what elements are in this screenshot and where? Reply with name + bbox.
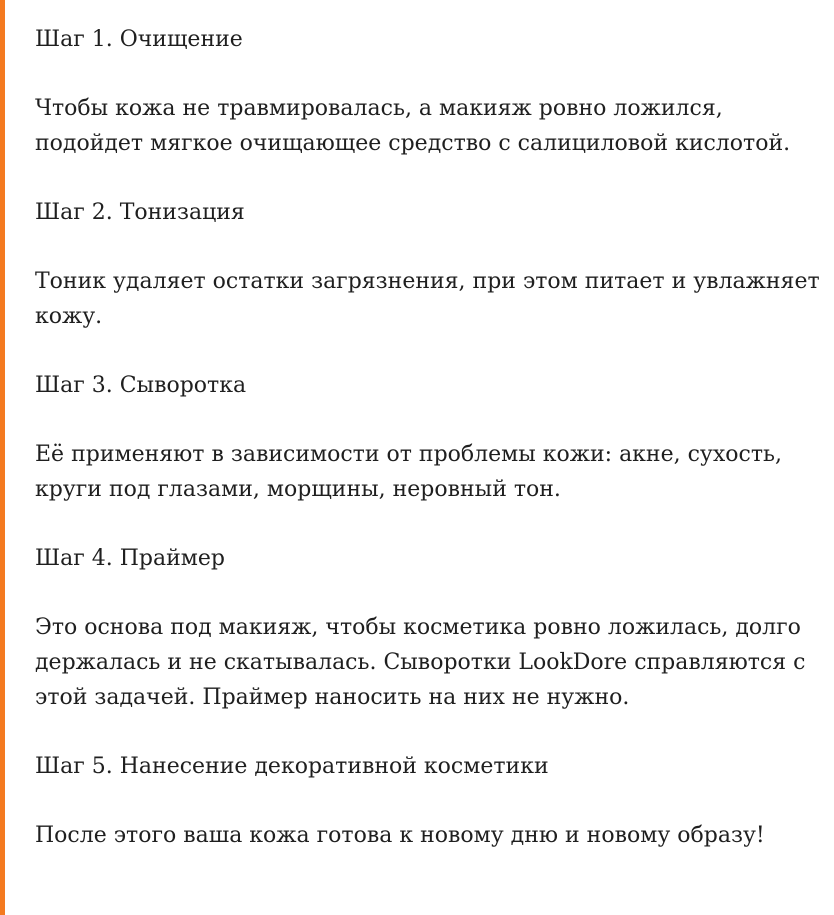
step-4-text: Это основа под макияж, чтобы косметика ровно ложилась, долго держалась и не скатывалась. Сыворотки LookDore справляются с этой задачей. Праймер наносить на них не нужно.: [35, 615, 806, 710]
step-1-title: Шаг 1. Очищение: [35, 27, 243, 52]
step-5-title: Шаг 5. Нанесение декоративной косметики: [35, 754, 549, 779]
step-4-title: Шаг 4. Праймер: [35, 546, 225, 571]
step-5-text: После этого ваша кожа готова к новому дню и новому образу!: [35, 823, 765, 848]
step-1-text: Чтобы кожа не травмировалась, а макияж ровно ложился, подойдет мягкое очищающее средство с салициловой кислотой.: [35, 96, 791, 156]
step-2-text: Тоник удаляет остатки загрязнения, при этом питает и увлажняет кожу.: [35, 269, 820, 329]
step-3-text: Её применяют в зависимости от проблемы кожи: акне, сухость, круги под глазами, морщины, неровный тон.: [35, 442, 782, 502]
step-2-title: Шаг 2. Тонизация: [35, 200, 245, 225]
article-blockquote: [35, 22, 825, 887]
step-3-title: Шаг 3. Сыворотка: [35, 373, 247, 398]
quote-accent-bar: [0, 0, 5, 915]
